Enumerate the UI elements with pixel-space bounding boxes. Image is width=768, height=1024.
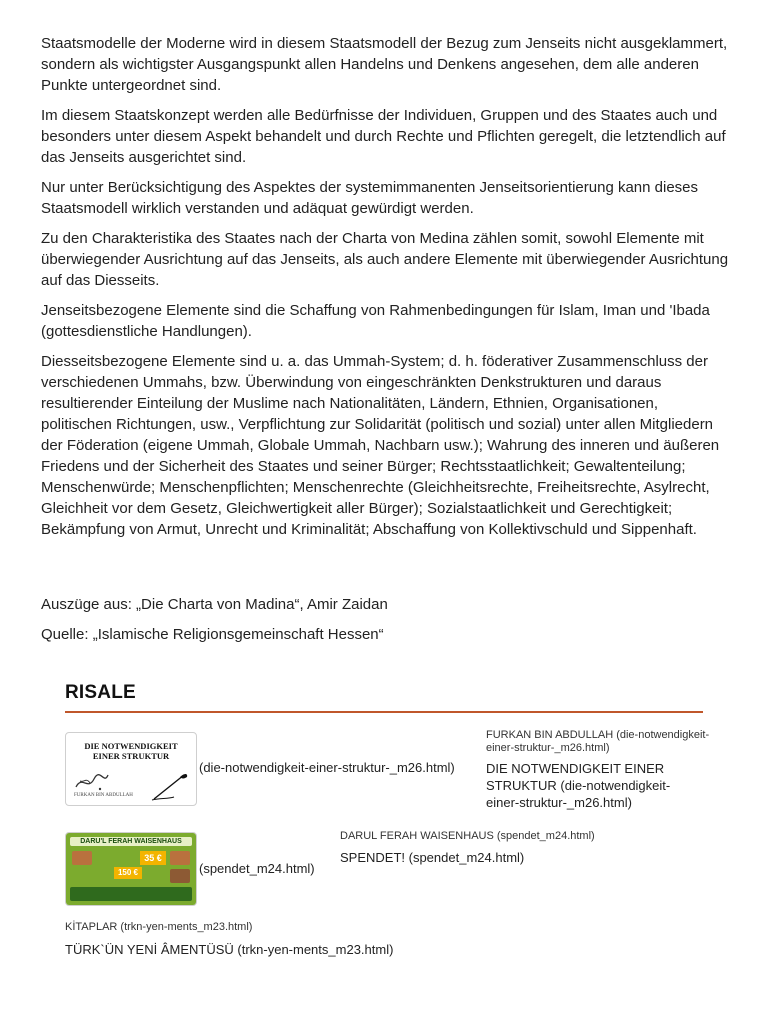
article-paragraph: Staatsmodelle der Moderne wird in diesem Staatsmodell der Bezug zum Jenseits nicht ausgeklammert, sondern als wichtigster Ausgangspunkt allen Handelns und Denkens angesehen, dem alle anderen Punkte untergeordnet sind.: [41, 35, 728, 94]
article-paragraph: Jenseitsbezogene Elemente sind die Schaffung von Rahmenbedingungen für Islam, Iman und 'Ibada (gottesdienstliche Handlungen).: [41, 302, 710, 340]
child-photo: [170, 869, 190, 883]
donation-amount-badge: 35 €: [140, 851, 166, 865]
source-citation: Quelle: „Islamische Religionsgemeinschaft Hessen“: [41, 626, 384, 643]
thumbnail-title: [66, 741, 196, 761]
thumbnail-heading: DARU'L FERAH WAISENHAUS: [70, 837, 192, 846]
thumbnail-title-line: DIE NOTWENDIGKEIT: [84, 741, 178, 751]
related-thumbnail-spendet[interactable]: [65, 832, 197, 906]
related-item-title[interactable]: SPENDET! (spendet_m24.html): [340, 850, 525, 865]
child-photo: [72, 851, 92, 865]
section-divider: [65, 711, 703, 713]
thumbnail-title-line: EINER STRUKTUR: [92, 751, 170, 761]
related-thumbnail-struktur[interactable]: [65, 732, 197, 806]
child-photo: [170, 851, 190, 865]
article-paragraph: Zu den Charakteristika des Staates nach der Charta von Medina zählen somit, sowohl Elemente mit überwiegender Ausrichtung auf das Jenseits, als auch andere Elemente mit überwiegender Ausrichtung auf das Diesseits.: [41, 230, 729, 289]
article-source: [41, 594, 731, 654]
thumbnail-footer-bar: [70, 887, 192, 901]
thumbnail-link-text[interactable]: (spendet_m24.html): [199, 861, 315, 876]
thumbnail-author: FURKAN BIN ABDULLAH: [74, 793, 133, 798]
calligraphy-icon: [72, 767, 112, 795]
thumbnail-link-text[interactable]: (die-notwendigkeit-einer-struktur-_m26.html): [199, 760, 455, 775]
related-item-category[interactable]: FURKAN BIN ABDULLAH (die-notwendigkeit-einer-struktur-_m26.html): [486, 729, 710, 754]
related-item-category[interactable]: DARUL FERAH WAISENHAUS (spendet_m24.html): [340, 830, 595, 842]
article-paragraph: Nur unter Berücksichtigung des Aspektes der systemimmanenten Jenseitsorientierung kann dieses Staatsmodell wirklich verstanden und adäquat gewürdigt werden.: [41, 179, 699, 217]
article-paragraph: Im diesem Staatskonzept werden alle Bedürfnisse der Individuen, Gruppen und des Staates auch und besonders unter diesem Aspekt behandelt und durch Rechte und Pflichten geregelt, die letztendlich auf das Jenseits ausgerichtet sind.: [41, 107, 726, 166]
related-item-category[interactable]: KİTAPLAR (trkn-yen-ments_m23.html): [65, 921, 253, 933]
related-section-heading: RISALE: [65, 682, 136, 703]
donation-amount-badge: 150 €: [114, 867, 142, 879]
article-body: [41, 33, 731, 549]
related-item-title[interactable]: DIE NOTWENDIGKEIT EINER STRUKTUR (die-notwendigkeit-einer-struktur-_m26.html): [486, 761, 671, 810]
related-item-title[interactable]: TÜRK`ÜN YENİ ÂMENTÜSÜ (trkn-yen-ments_m23.html): [65, 942, 394, 957]
article-paragraph: Diesseitsbezogene Elemente sind u. a. das Ummah-System; d. h. föderativer Zusammenschluss der verschiedenen Ummahs, bzw. Überwindung von eingeschränkten Denkstrukturen und daraus resultierender Einteilung der Muslime nach Nationalitäten, Ländern, Ethnien, Organisationen, politischen Richtungen, usw., Verpflichtung zur Solidarität (politisch und sozial) unter allen Mitgliedern der Föderation (eigene Ummah, Globale Ummah, Nachbarn usw.); Wahrung des inneren und äußeren Friedens und der Sicherheit des Staates und seiner Bürger; Rechtsstaatlichkeit; Gewaltenteilung; Menschenwürde; Menschenpflichten; Menschenrechte (Gleichheitsrechte, Freiheitsrechte, Asylrecht, Gleichheit vor dem Gesetz, Gleichwertigkeit aller Bürger); Sozialstaatlichkeit und Gerechtigkeit; Bekämpfung von Armut, Unrecht und Kriminalität; Abschaffung von Kollektivschuld und Sippenhaft.: [41, 353, 720, 538]
excerpt-citation: Auszüge aus: „Die Charta von Madina“, Amir Zaidan: [41, 596, 388, 613]
quill-pen-icon: [150, 771, 190, 801]
